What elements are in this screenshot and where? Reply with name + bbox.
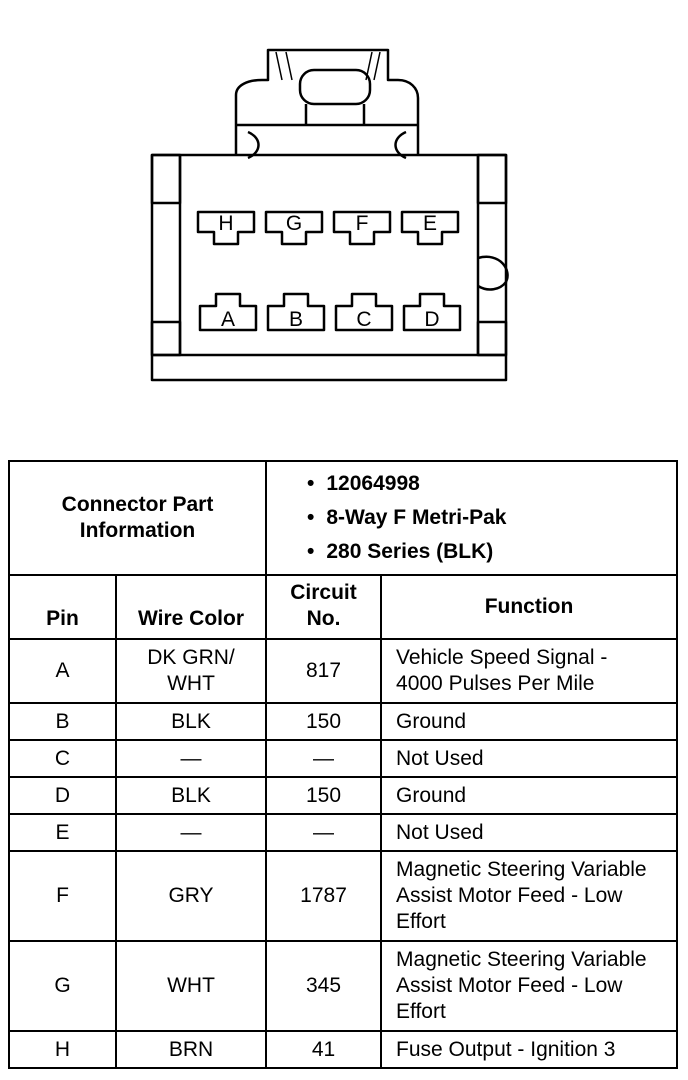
part-info-list: [266, 461, 677, 575]
table-row: [9, 814, 677, 851]
table-row: [9, 703, 677, 740]
pin-label-b: B: [288, 308, 304, 331]
table-row: [9, 941, 677, 1031]
pin-label-a: A: [220, 308, 236, 331]
circuit-cell: —: [266, 740, 381, 777]
table-row: [9, 777, 677, 814]
circuit-cell: 1787: [266, 851, 381, 941]
connector-type: • 8-Way F Metri-Pak: [307, 501, 676, 535]
wire-color-cell: BRN: [116, 1031, 266, 1068]
wire-color-cell: —: [116, 814, 266, 851]
connector-body: [152, 155, 506, 380]
part-info-label: Connector Part Information: [9, 461, 266, 575]
wire-color-cell: WHT: [116, 941, 266, 1031]
pin-cell: A: [9, 639, 116, 703]
pin-cell: F: [9, 851, 116, 941]
function-cell: Magnetic Steering Variable Assist Motor Feed - Low Effort: [381, 941, 677, 1031]
circuit-cell: 150: [266, 703, 381, 740]
part-number: • 12064998: [307, 467, 676, 501]
wire-color-cell: DK GRN/ WHT: [116, 639, 266, 703]
pin-label-h: H: [218, 212, 234, 235]
header-wire-color: Wire Color: [116, 575, 266, 639]
function-cell: Ground: [381, 777, 677, 814]
header-circuit: Circuit No.: [266, 575, 381, 639]
circuit-cell: —: [266, 814, 381, 851]
connector-series: • 280 Series (BLK): [307, 535, 676, 569]
circuit-cell: 41: [266, 1031, 381, 1068]
circuit-cell: 150: [266, 777, 381, 814]
connector-face-diagram: [0, 0, 688, 440]
function-cell: Fuse Output - Ignition 3: [381, 1031, 677, 1068]
pin-cell: C: [9, 740, 116, 777]
column-header-row: [9, 575, 677, 639]
circuit-cell: 345: [266, 941, 381, 1031]
pin-label-e: E: [422, 212, 438, 235]
function-cell: Not Used: [381, 814, 677, 851]
function-cell: Not Used: [381, 740, 677, 777]
wire-color-cell: —: [116, 740, 266, 777]
table-row: [9, 851, 677, 941]
function-cell: Ground: [381, 703, 677, 740]
pin-label-d: D: [424, 308, 440, 331]
function-cell: Magnetic Steering Variable Assist Motor Feed - Low Effort: [381, 851, 677, 941]
table-row: [9, 1031, 677, 1068]
circuit-cell: 817: [266, 639, 381, 703]
pin-label-g: G: [285, 212, 303, 235]
pin-label-f: F: [355, 212, 369, 235]
pin-cell: B: [9, 703, 116, 740]
pin-cell: G: [9, 941, 116, 1031]
table-row: [9, 639, 677, 703]
pinout-table: [8, 460, 678, 1069]
header-pin: Pin: [9, 575, 116, 639]
wire-color-cell: BLK: [116, 777, 266, 814]
pin-label-c: C: [356, 308, 372, 331]
header-function: Function: [381, 575, 677, 639]
lock-housing: [236, 50, 418, 155]
table-row: [9, 740, 677, 777]
pin-cell: H: [9, 1031, 116, 1068]
wire-color-cell: BLK: [116, 703, 266, 740]
pin-cell: D: [9, 777, 116, 814]
pin-cell: E: [9, 814, 116, 851]
function-cell: Vehicle Speed Signal - 4000 Pulses Per Mile: [381, 639, 677, 703]
wire-color-cell: GRY: [116, 851, 266, 941]
part-info-row: [9, 461, 677, 575]
